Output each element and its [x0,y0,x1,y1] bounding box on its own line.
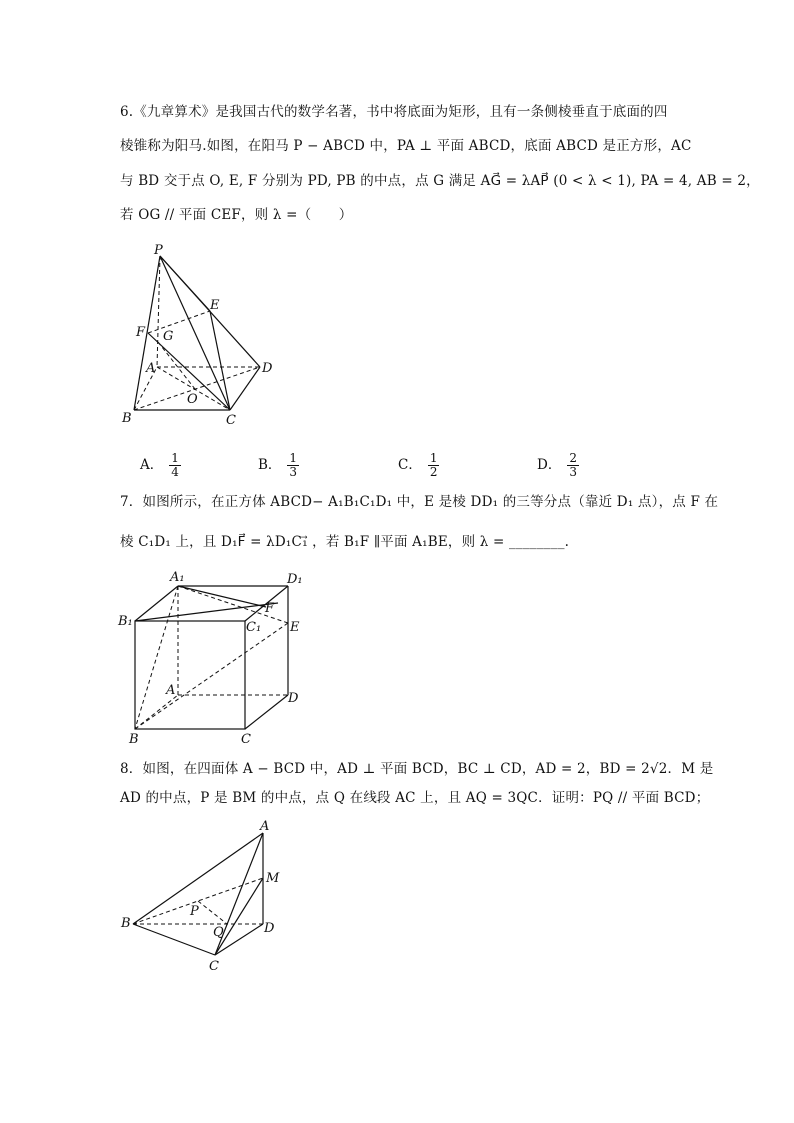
option-D[interactable]: D． $\frac{2}{3}$ [537,451,577,479]
p6-line-3: 与 BD 交于点 O, E, F 分别为 PD, PB 的中点，点 G 满足 AG⃗ = λAP⃗ (0 < λ < 1), PA = 4, AB = 2， [120,173,760,189]
p6-line-4: 若 OG // 平面 CEF，则 λ =（ ） [120,207,353,223]
edge-BC [133,924,215,955]
label-P: P [154,243,163,258]
label-B: B [122,411,132,426]
option-B[interactable]: B． $\frac{1}{3}$ [258,451,298,479]
segment-PQ [198,901,227,924]
label-Q: Q [213,925,224,940]
label-B: B [129,732,139,747]
p6-line-1: 6.《九章算术》是我国古代的数学名著，书中将底面为矩形，且有一条侧棱垂直于底面的四 [120,104,668,120]
option-C[interactable]: C． $\frac{1}{2}$ [398,451,438,479]
label-C1: C₁ [246,620,262,635]
label-A1: A₁ [170,570,185,585]
option-A[interactable]: A． $\frac{1}{4}$ [140,451,179,479]
label-O: O [187,392,198,407]
label-F: F [265,601,275,616]
label-C: C [241,732,251,747]
label-B1: B₁ [118,614,133,629]
label-P: P [190,904,199,919]
p6-line-2: 棱锥称为阳马.如图，在阳马 P − ABCD 中，PA ⊥ 平面 ABCD，底面 ABCD 是正方形，AC [120,138,692,154]
label-A: A [146,361,156,376]
label-M: M [266,871,280,886]
label-A: A [260,819,270,834]
label-A: A [166,683,176,698]
segment-MC [215,878,263,955]
p7-line-1: 7．如图所示，在正方体 ABCD− A₁B₁C₁D₁ 中，E 是棱 DD₁ 的三等分点（靠近 D₁ 点），点 F 在 [120,494,719,510]
label-D: D [264,921,275,936]
label-F: F [136,325,146,340]
label-D: D [262,361,273,376]
p8-line-2: AD 的中点，P 是 BM 的中点，点 Q 在线段 AC 上，且 AQ = 3QC．证明：PQ // 平面 BCD； [120,790,710,806]
label-E: E [290,620,300,635]
label-B: B [121,916,131,931]
p8-line-1: 8．如图，在四面体 A − BCD 中，AD ⊥ 平面 BCD，BC ⊥ CD，AD = 2，BD = 2√2．M 是 [120,761,714,777]
label-D1: D₁ [287,572,303,587]
label-D: D [288,691,299,706]
label-E: E [210,298,220,313]
p7-line-2: 棱 C₁D₁ 上，且 D₁F⃗ = λD₁C₁⃗ ，若 B₁F ∥平面 A₁BE，则 λ = ________. [120,534,570,550]
label-C: C [226,413,236,428]
label-C: C [209,959,219,974]
label-G: G [163,329,174,344]
